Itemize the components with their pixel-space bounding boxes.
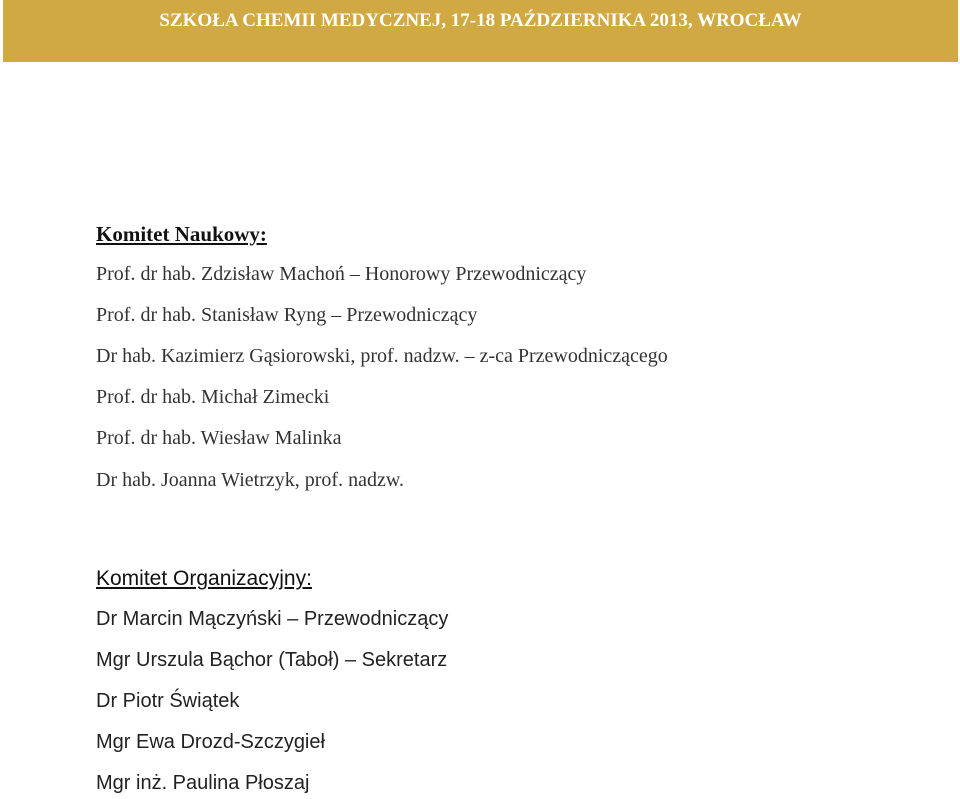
list-item: Dr hab. Kazimierz Gąsiorowski, prof. nadzw. – z-ca Przewodniczącego [96, 345, 668, 367]
list-item: Prof. dr hab. Michał Zimecki [96, 386, 330, 408]
list-item: Dr Piotr Świątek [96, 690, 240, 712]
list-item: Prof. dr hab. Stanisław Ryng – Przewodniczący [96, 304, 478, 326]
scientific-committee-heading: Komitet Naukowy: [96, 222, 267, 246]
list-item: Prof. dr hab. Wiesław Malinka [96, 427, 342, 449]
header-band [3, 0, 958, 62]
list-item: Mgr inż. Paulina Płoszaj [96, 772, 310, 794]
list-item: Mgr Urszula Bąchor (Taboł) – Sekretarz [96, 649, 448, 671]
list-item: Dr hab. Joanna Wietrzyk, prof. nadzw. [96, 469, 404, 491]
list-item: Prof. dr hab. Zdzisław Machoń – Honorowy Przewodniczący [96, 263, 587, 285]
organizing-committee-heading: Komitet Organizacyjny: [96, 567, 312, 590]
list-item: Dr Marcin Mączyński – Przewodniczący [96, 608, 449, 630]
header-title: SZKOŁA CHEMII MEDYCZNEJ, 17-18 PAŹDZIERNIKA 2013, WROCŁAW [159, 10, 802, 31]
list-item: Mgr Ewa Drozd-Szczygieł [96, 731, 325, 753]
